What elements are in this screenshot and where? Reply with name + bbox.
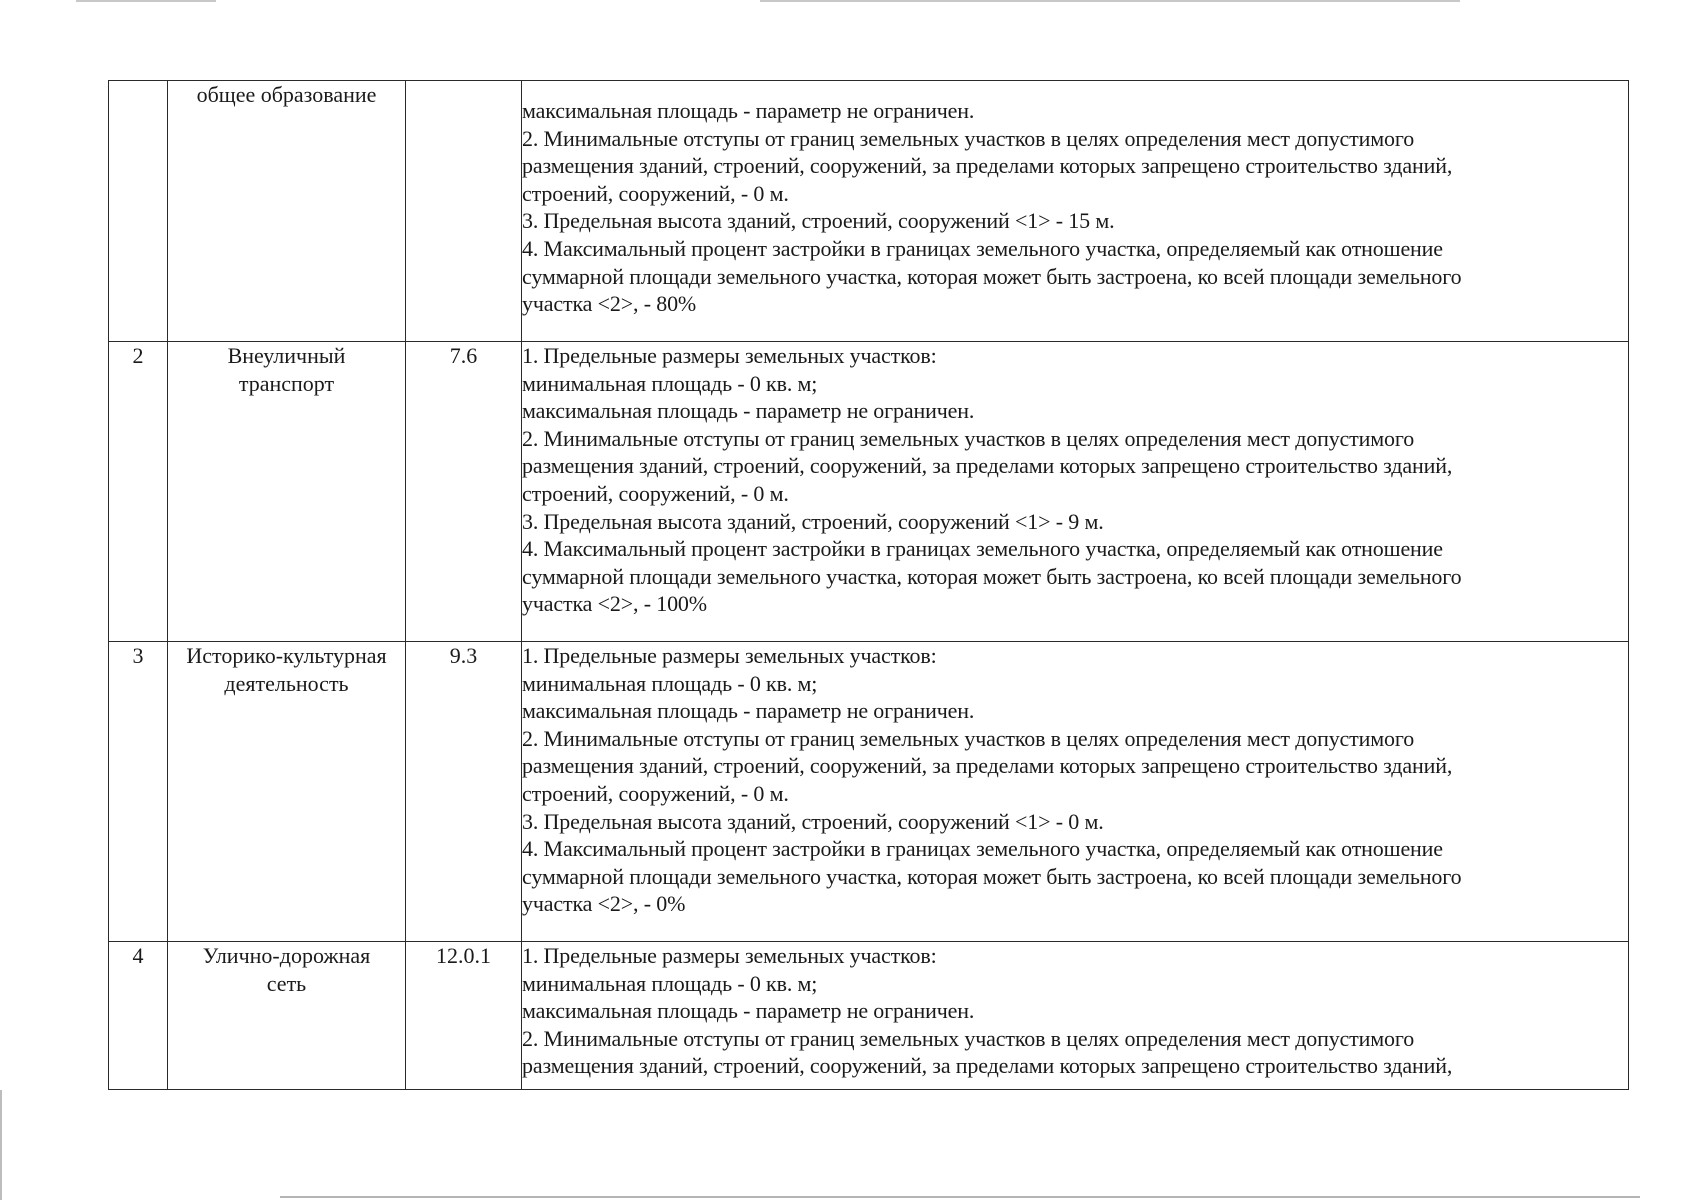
parameters-cell <box>522 942 1629 1090</box>
scan-artifact-left-edge <box>0 1090 2 1200</box>
parameter-line: строений, сооружений, - 0 м. <box>522 180 789 206</box>
parameter-line: 3. Предельная высота зданий, строений, сооружений <1> - 9 м. <box>522 508 1104 534</box>
parameter-line: минимальная площадь - 0 кв. м; <box>522 370 818 396</box>
parameter-line: размещения зданий, строений, сооружений, за пределами которых запрещено строительство зданий, <box>522 153 1453 179</box>
parameter-line: 1. Предельные размеры земельных участков: <box>522 943 937 968</box>
parameters-cell <box>522 642 1629 942</box>
classifier-code-cell: 9.3 <box>406 642 522 942</box>
land-use-type-cell: Улично-дорожная сеть <box>168 942 406 1090</box>
row-number-cell: 2 <box>109 342 168 642</box>
parameter-line: размещения зданий, строений, сооружений, за пределами которых запрещено строительство зданий, <box>522 753 1453 779</box>
parameter-line: строений, сооружений, - 0 м. <box>522 480 789 506</box>
parameter-line: 4. Максимальный процент застройки в границах земельного участка, определяемый как отношение <box>522 536 1443 562</box>
parameter-line: участка <2>, - 80% <box>522 291 697 317</box>
parameter-line: 4. Максимальный процент застройки в границах земельного участка, определяемый как отношение <box>522 836 1443 862</box>
parameter-line: суммарной площади земельного участка, которая может быть застроена, ко всей площади земельного <box>522 563 1462 589</box>
parameter-line: участка <2>, - 0% <box>522 891 686 917</box>
parameter-line: 1. Предельные размеры земельных участков: <box>522 643 937 668</box>
parameter-line: минимальная площадь - 0 кв. м; <box>522 970 818 996</box>
parameter-line: 2. Минимальные отступы от границ земельных участков в целях определения мест допустимого <box>522 1025 1415 1051</box>
parameter-line: суммарной площади земельного участка, которая может быть застроена, ко всей площади земельного <box>522 863 1462 889</box>
scan-artifact-bottom <box>280 1196 1640 1198</box>
parameters-cell <box>522 342 1629 642</box>
parameter-line: участка <2>, - 100% <box>522 591 707 617</box>
classifier-code-cell: 12.0.1 <box>406 942 522 1090</box>
land-use-type-cell: Историко-культурная деятельность <box>168 642 406 942</box>
parameters-cell <box>522 81 1629 342</box>
scan-artifact-top-right <box>760 0 1460 2</box>
parameter-line: 3. Предельная высота зданий, строений, сооружений <1> - 15 м. <box>522 208 1115 234</box>
parameter-line: 1. Предельные размеры земельных участков: <box>522 343 937 368</box>
classifier-code-cell <box>406 81 522 342</box>
land-use-type-cell: Внеуличный транспорт <box>168 342 406 642</box>
parameter-line: максимальная площадь - параметр не ограничен. <box>522 998 975 1024</box>
parameter-line: 2. Минимальные отступы от границ земельных участков в целях определения мест допустимого <box>522 725 1415 751</box>
table-row <box>109 942 1629 1090</box>
row-number-cell: 3 <box>109 642 168 942</box>
table-row <box>109 642 1629 942</box>
parameter-line: 2. Минимальные отступы от границ земельных участков в целях определения мест допустимого <box>522 425 1415 451</box>
scan-artifact-top-left <box>76 0 216 2</box>
parameter-line: 4. Максимальный процент застройки в границах земельного участка, определяемый как отношение <box>522 235 1443 261</box>
parameter-line: минимальная площадь - 0 кв. м; <box>522 670 818 696</box>
land-use-type-cell: общее образование <box>168 81 406 342</box>
parameter-line: 3. Предельная высота зданий, строений, сооружений <1> - 0 м. <box>522 808 1104 834</box>
zoning-parameters-table <box>108 80 1629 1090</box>
parameter-line: строений, сооружений, - 0 м. <box>522 780 789 806</box>
parameter-line: максимальная площадь - параметр не ограничен. <box>522 698 975 724</box>
classifier-code-cell: 7.6 <box>406 342 522 642</box>
parameter-line: размещения зданий, строений, сооружений, за пределами которых запрещено строительство зданий, <box>522 453 1453 479</box>
table-row <box>109 342 1629 642</box>
row-number-cell: 4 <box>109 942 168 1090</box>
table-body <box>109 81 1629 1090</box>
row-number-cell <box>109 81 168 342</box>
parameter-line: максимальная площадь - параметр не ограничен. <box>522 398 975 424</box>
parameter-line: суммарной площади земельного участка, которая может быть застроена, ко всей площади земельного <box>522 263 1462 289</box>
parameter-line: 2. Минимальные отступы от границ земельных участков в целях определения мест допустимого <box>522 125 1415 151</box>
parameter-line: размещения зданий, строений, сооружений, за пределами которых запрещено строительство зданий, <box>522 1053 1453 1079</box>
parameter-line: максимальная площадь - параметр не ограничен. <box>522 98 975 123</box>
table-row <box>109 81 1629 342</box>
